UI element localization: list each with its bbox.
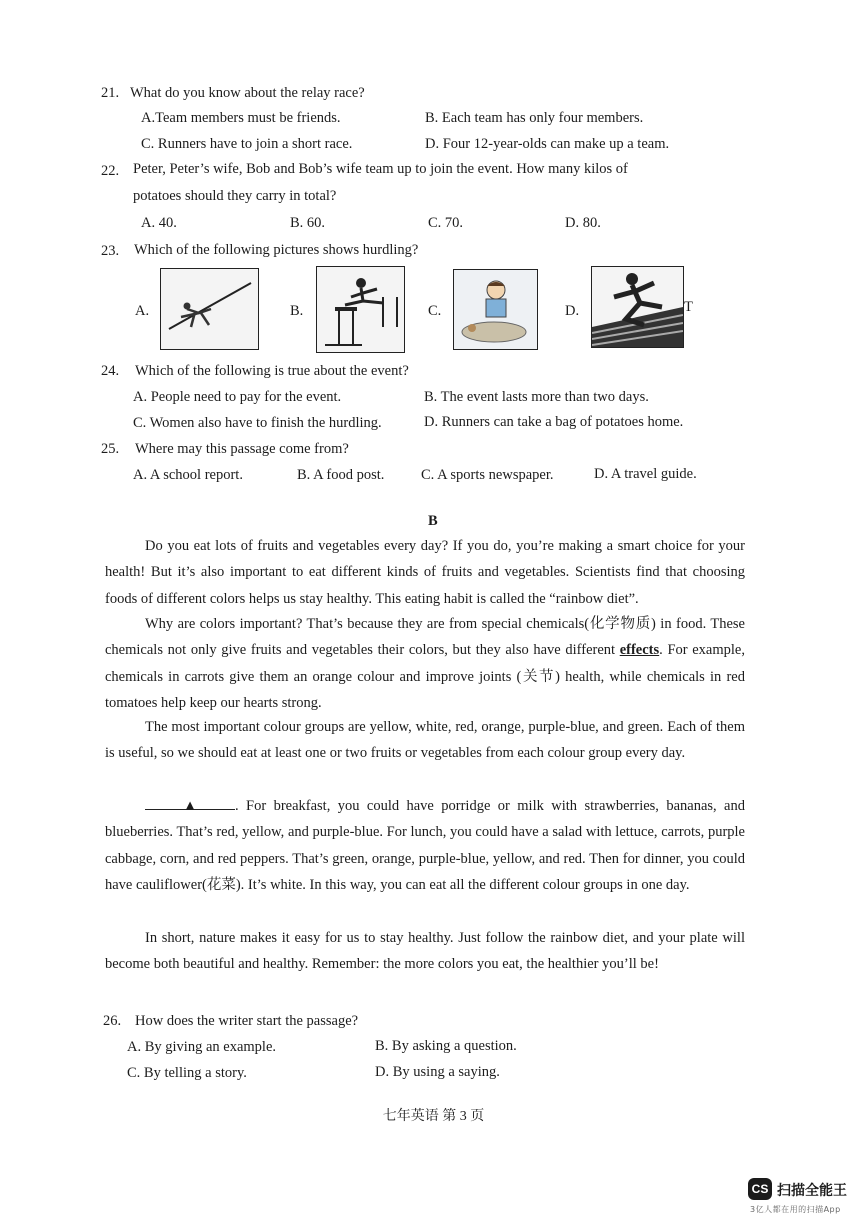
option-b: B. Each team has only four members. bbox=[425, 110, 644, 126]
question-number: 25. bbox=[101, 441, 120, 457]
section-title: B bbox=[428, 513, 438, 529]
question-number: 21. bbox=[101, 85, 120, 101]
effects-word: effects bbox=[619, 642, 660, 659]
runner-picture bbox=[591, 266, 684, 348]
stray-mark: T bbox=[684, 299, 693, 315]
watermark-subtitle: 3亿人都在用的扫描App bbox=[750, 1205, 841, 1214]
question-number: 22. bbox=[101, 163, 120, 179]
question-number: 26. bbox=[103, 1013, 122, 1029]
question-stem: How does the writer start the passage? bbox=[135, 1013, 359, 1029]
paragraph-4: ▲ . For breakfast, you could have porridge or milk with strawberries, bananas, and blueberries. That’s red, yellow, and purple-blue. For lunch, you could have a salad with lettuce, carrots, purple cabbage, corn, and red peppers. That’s green, orange, purple-blue, yellow, and red. Then for dinner, you could have cauliflower(花菜). It’s white. In this way, you can eat all the different colour groups in one day. bbox=[105, 793, 745, 899]
question-stem: What do you know about the relay race? bbox=[130, 85, 365, 101]
option-d: D. Four 12-year-olds can make up a team. bbox=[425, 136, 670, 152]
option-c: C. A sports newspaper. bbox=[421, 467, 554, 483]
option-c-label: C. bbox=[428, 303, 442, 319]
question-number: 24. bbox=[101, 363, 120, 379]
option-c: C. Women also have to finish the hurdling. bbox=[133, 415, 382, 431]
paragraph-5: In short, nature makes it easy for us to stay healthy. Just follow the rainbow diet, and your plate will become both beautiful and healthy. Remember: the more colors you eat, the healthier you’ll be! bbox=[105, 930, 745, 973]
option-d: D. A travel guide. bbox=[594, 466, 697, 482]
option-b: B. A food post. bbox=[297, 467, 385, 483]
option-c: C. 70. bbox=[428, 215, 464, 231]
watermark-name: 扫描全能王 bbox=[777, 1183, 847, 1199]
high-jump-picture bbox=[160, 268, 259, 350]
answer-blank: ▲ bbox=[145, 793, 235, 810]
option-d: D. Runners can take a bag of potatoes home. bbox=[424, 414, 684, 430]
option-c: C. By telling a story. bbox=[127, 1065, 247, 1081]
paragraph-2: Why are colors important? That’s because they are from special chemicals(化学物质) in food. These chemicals not only give fruits and vegetables their colors, but they also have different effects. For example, chemicals in carrots give them an orange colour and improve joints (关节) health, while chemicals in red tomatoes help keep our hearts strong. bbox=[105, 616, 745, 712]
option-c: C. Runners have to join a short race. bbox=[141, 136, 353, 152]
hurdling-picture bbox=[316, 266, 405, 353]
question-number: 23. bbox=[101, 243, 120, 259]
option-d: D. By using a saying. bbox=[375, 1064, 500, 1080]
question-stem: Peter, Peter’s wife, Bob and Bob’s wife team up to join the event. How many kilos of bbox=[133, 161, 628, 177]
option-a: A. 40. bbox=[141, 215, 177, 231]
paragraph-3: The most important colour groups are yellow, white, red, orange, purple-blue, and green. Each of them is useful, so we should eat at least one or two fruits or vegetables from each colour group every day. bbox=[105, 719, 745, 762]
option-b: B. The event lasts more than two days. bbox=[424, 389, 649, 405]
question-stem: Which of the following pictures shows hurdling? bbox=[134, 242, 419, 258]
potato-race-picture bbox=[453, 269, 538, 350]
page-footer: 七年英语 第 3 页 bbox=[382, 1109, 485, 1124]
option-a: A.Team members must be friends. bbox=[141, 110, 341, 126]
option-a: A. People need to pay for the event. bbox=[133, 389, 342, 405]
option-b: B. 60. bbox=[290, 215, 326, 231]
question-stem: Which of the following is true about the event? bbox=[135, 363, 409, 379]
option-a: A. By giving an example. bbox=[127, 1039, 277, 1055]
camscanner-logo-icon: CS bbox=[748, 1178, 772, 1200]
paragraph-1: Do you eat lots of fruits and vegetables every day? If you do, you’re making a smart choice for your health! But it’s also important to eat different kinds of fruits and vegetables. Scientists find that choosing foods of different colors helps us stay healthy. This eating habit is called the “rainbow diet”. bbox=[105, 538, 745, 607]
option-b-label: B. bbox=[290, 303, 304, 319]
question-stem: Where may this passage come from? bbox=[135, 441, 349, 457]
question-stem-cont: potatoes should they carry in total? bbox=[133, 188, 337, 204]
option-d: D. 80. bbox=[565, 215, 601, 231]
option-a: A. A school report. bbox=[133, 467, 243, 483]
option-b: B. By asking a question. bbox=[375, 1038, 517, 1054]
option-d-label: D. bbox=[565, 303, 580, 319]
option-a-label: A. bbox=[135, 303, 150, 319]
